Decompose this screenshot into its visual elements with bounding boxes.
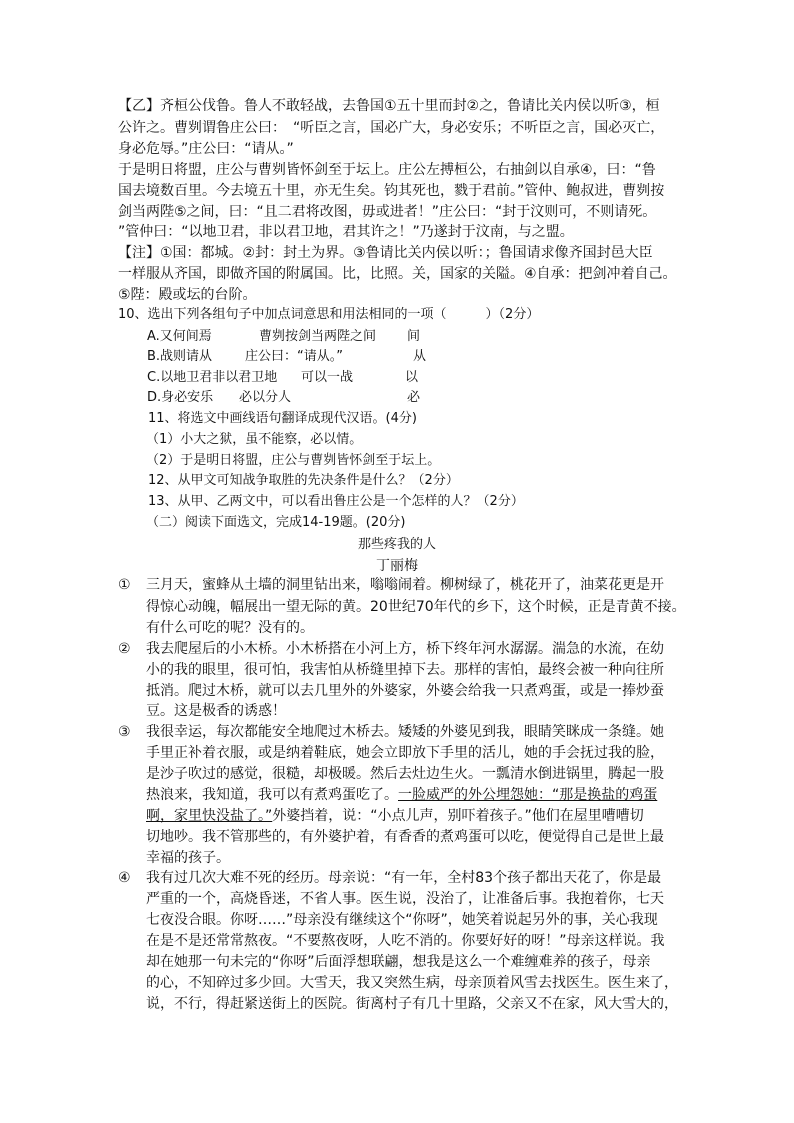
paragraph-number: ① <box>118 577 131 593</box>
question-13: 13、从甲、乙两文中，可以看出鲁庄公是一个怎样的人？（2分） <box>148 494 524 509</box>
passage-yi-line: ”管仲曰：“以地卫君，非以君卫地，君其许之！”乃遂封于汶南，与之盟。 <box>118 224 574 240</box>
paragraph-line <box>146 806 706 826</box>
paragraph-line: 我有过几次大难不死的经历。母亲说：“有一年，全村83个孩子都出天花了，你是最 <box>146 870 662 886</box>
option-d-sentence1: D.身必安乐 <box>147 390 214 405</box>
option-b-sentence1: B.战则请从 <box>147 349 213 364</box>
passage-yi-line: 国去境数百里。今去境五十里，亦无生矣。钧其死也，戮于君前。”管仲、鲍叔进，曹刿按 <box>118 183 665 199</box>
q10-option-d <box>147 388 713 408</box>
option-c-word: 以 <box>405 370 419 385</box>
paragraph-number: ② <box>118 641 131 657</box>
paragraph-line: 切地吵。我不管那些的，有外婆护着，有香香的煮鸡蛋可以吃，便觉得自己是世上最 <box>146 829 664 845</box>
paragraph-line <box>146 785 706 805</box>
q10-option-a <box>147 327 713 347</box>
question-11-item: （1）小大之狱，虽不能察，必以情。 <box>146 432 363 447</box>
question-10: 10、选出下列各组句子中加点词意思和用法相同的一项（ ）（2分） <box>118 307 540 322</box>
article-author: 丁丽梅 <box>376 558 418 574</box>
passage-yi-line: 身必危辱。”庄公曰：“请从。” <box>118 141 294 157</box>
option-a-sentence1: A.又何间焉 <box>147 329 212 344</box>
underlined-sentence: 啊，家里快没盐了。” <box>146 808 273 824</box>
paragraph-line: 在是不是还常常熬夜。“不要熬夜呀，人吃不消的。你要好好的呀！”母亲这样说。我 <box>146 933 665 949</box>
passage-yi-line: 公许之。曹刿谓鲁庄公曰： “听臣之言，国必广大，身必安乐；不听臣之言，国必灭亡， <box>118 120 665 136</box>
paragraph-number: ③ <box>118 724 131 740</box>
section-2-intro: （二）阅读下面选文，完成14-19题。(20分) <box>146 515 406 530</box>
underlined-sentence: 一脸威严的外公埋怨她：“那是换盐的鸡蛋 <box>398 787 658 803</box>
paragraph-line: 却在她那一句未完的“你呀”后面浮想联翩，想我是这么一个难缠难养的孩子，母亲 <box>146 954 651 970</box>
passage-yi-line: 于是明日将盟，庄公与曹刿皆怀剑至于坛上。庄公左搏桓公，右抽剑以自承④，曰：“鲁 <box>118 162 656 178</box>
paragraph-number: ④ <box>118 870 131 886</box>
paragraph-line: 三月天，蜜蜂从土墙的洞里钻出来，嗡嗡闹着。柳树绿了，桃花开了，油菜花更是开 <box>146 577 664 593</box>
passage-yi-line: 剑当两陛⑤之间，曰：“且二君将改图，毋或进者！”庄公曰：“封于汶则可，不则请死。 <box>118 204 657 220</box>
q10-option-b <box>147 347 713 367</box>
question-12: 12、从甲文可知战争取胜的先决条件是什么？（2分） <box>148 473 459 488</box>
paragraph-line: 得惊心动魄，幅展出一望无际的黄。20世纪70年代的乡下，这个时候，正是青黄不接。 <box>146 599 686 615</box>
paragraph-line: 豆。这是极香的诱惑！ <box>146 703 286 719</box>
option-c-sentence2: 可以一战 <box>301 370 354 385</box>
question-11: 11、将选文中画线语句翻译成现代汉语。(4分) <box>148 411 417 426</box>
paragraph-line: 我很幸运，每次都能安全地爬过木桥去。矮矮的外婆见到我，眼睛笑眯成一条缝。她 <box>146 724 664 740</box>
option-b-sentence2: 庄公曰：“请从。” <box>245 349 343 364</box>
paragraph-line: 我去爬屋后的小木桥。小木桥搭在小河上方，桥下终年河水潺潺。湍急的水流，在幼 <box>146 641 664 657</box>
paragraph-line: 是沙子吹过的感觉，很糙，却极暖。然后去灶边生火。一瓢清水倒进锅里，腾起一股 <box>146 766 664 782</box>
question-11-item: （2）于是明日将盟，庄公与曹刿皆怀剑至于坛上。 <box>146 453 441 468</box>
paragraph-line: 抵消。爬过木桥，就可以去几里外的外婆家，外婆会给我一只煮鸡蛋，或是一捧炒蚕 <box>146 683 664 699</box>
paragraph-line: 七夜没合眼。你呀……”母亲没有继续这个“你呀”，她笑着说起另外的事，关心我现 <box>146 912 658 928</box>
notes-line: 一样服从齐国，即做齐国的附属国。比，比照。关，国家的关隘。④自承：把剑冲着自己。 <box>118 266 677 282</box>
paragraph-line: 小的我的眼里，很可怕，我害怕从桥缝里掉下去。那样的害怕，最终会被一种向往所 <box>146 662 664 678</box>
option-a-word: 间 <box>407 329 421 344</box>
option-c-sentence1: C.以地卫君非以君卫地 <box>147 370 278 385</box>
option-d-word: 必 <box>407 390 421 405</box>
paragraph-line: 说，不行，得赶紧送街上的医院。街离村子有几十里路，父亲又不在家，风大雪大的， <box>146 996 678 1012</box>
paragraph-line: 的心，不知碎过多少回。大雪天，我又突然生病，母亲顶着风雪去找医生。医生来了， <box>146 975 678 991</box>
paragraph-line: 幸福的孩子。 <box>146 850 230 866</box>
option-d-sentence2: 必以分人 <box>239 390 292 405</box>
paragraph-text: 外婆挡着，说：“小点儿声，别吓着孩子。”他们在屋里嘈嘈切 <box>272 808 644 824</box>
paragraph-line: 有什么可吃的呢？没有的。 <box>146 620 314 636</box>
notes-line: ⑤陛：殿或坛的台阶。 <box>118 287 257 303</box>
paragraph-text: 热浪来，我知道，我可以有煮鸡蛋吃了。 <box>146 787 398 803</box>
paragraph-line: 严重的一个，高烧昏迷，不省人事。医生说，没治了，让准备后事。我抱着你，七天 <box>146 891 664 907</box>
paragraph-line: 手里正补着衣服，或是纳着鞋底，她会立即放下手里的活儿，她的手会抚过我的脸， <box>146 745 664 761</box>
option-b-word: 从 <box>413 349 427 364</box>
option-a-sentence2: 曹刿按剑当两陛之间 <box>259 329 377 344</box>
notes-line: 【注】①国：都城。②封：封土为界。③鲁请比关内侯以听：；鲁国请求像齐国封邑大臣 <box>118 245 653 261</box>
article-title: 那些疼我的人 <box>357 537 436 552</box>
passage-yi-line: 【乙】齐桓公伐鲁。鲁人不敢轻战，去鲁国①五十里而封②之，鲁请比关内侯以听③，桓 <box>118 98 660 114</box>
q10-option-c <box>147 368 713 388</box>
